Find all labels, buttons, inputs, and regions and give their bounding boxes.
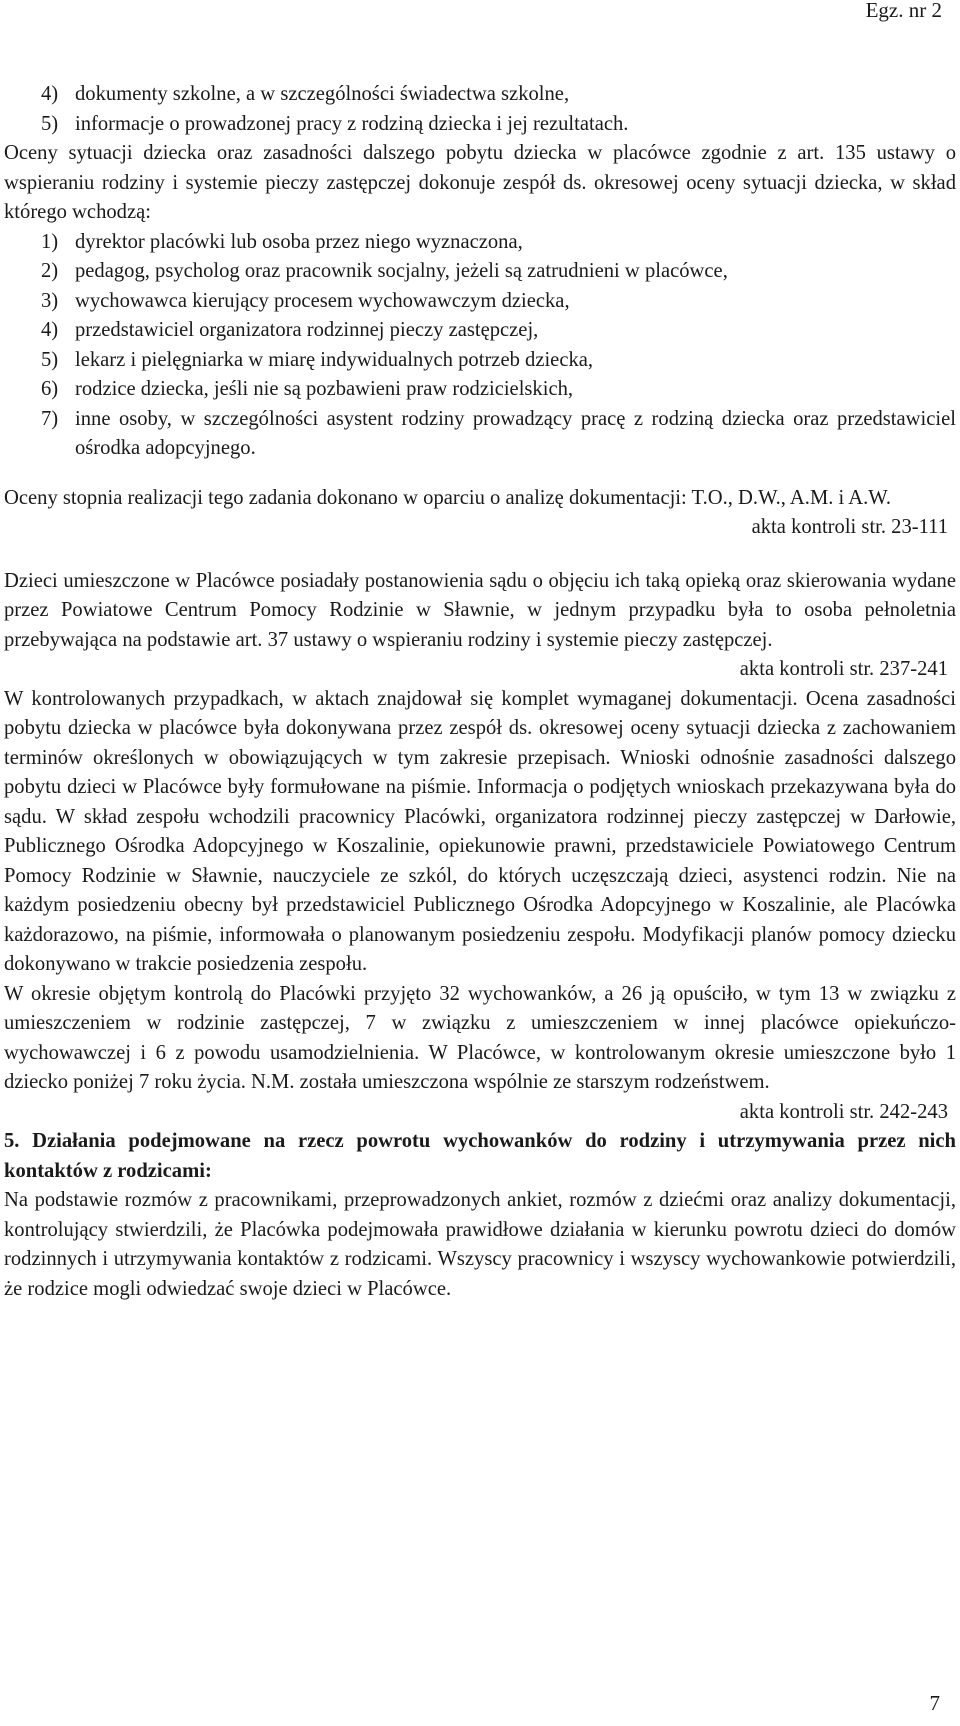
assessment-paragraph: Oceny stopnia realizacji tego zadania dokonano w oparciu o analizę dokumentacji: T.O., D.W., A.M. i A.W. xyxy=(4,486,891,509)
list-item xyxy=(4,80,956,110)
controlled-cases-paragraph: W kontrolowanych przypadkach, w aktach znajdował się komplet wymaganej dokumentacji. Ocena zasadności pobytu dziecka w placówce była dokonywana przez zespół ds. okresowej oceny sytuacji dziecka z zachowaniem terminów określonych w obowiązujących w tym zakresie przepisach. Wnioski odnośnie zasadności dalszego pobytu dzieci w Placówce były formułowane na piśmie. Informacja o podjętych wnioskach przekazywana była do sądu. W skład zespołu wchodzili pracownicy Placówki, organizatora rodzinnej pieczy zastępczej w Darłowie, Publicznego Ośrodka Adopcyjnego w Koszalinie, opiekunowie prawni, przedstawiciele Powiatowego Centrum Pomocy Rodzinie w Sławnie, nauczyciele ze szkól, do których uczęszczają dzieci, asystenci rodzin. Nie na każdym posiedzeniu obecny był przedstawiciel Publicznego Ośrodka Adopcyjnego w Koszalinie, ale Placówka każdorazowo, na piśmie, informowała o planowanym posiedzeniu zespołu. Modyfikacji planów pomocy dziecku dokonywano w trakcie posiedzenia zespołu. xyxy=(4,687,956,975)
children-placement-paragraph: Dzieci umieszczone w Placówce posiadały postanowienia sądu o objęciu ich taką opieką oraz skierowania wydane przez Powiatowe Centrum Pomocy Rodzinie w Sławnie, w jednym przypadku była to osoba pełnoletnia przebywająca na podstawie art. 37 ustawy o wspieraniu rodziny i systemie pieczy zastępczej. xyxy=(4,569,956,651)
page-content xyxy=(4,80,956,1304)
list-item xyxy=(4,228,956,258)
list-item-text: pedagog, psycholog oraz pracownik socjalny, jeżeli są zatrudnieni w placówce, xyxy=(75,260,728,282)
section-5-paragraph: Na podstawie rozmów z pracownikami, przeprowadzonych ankiet, rozmów z dziećmi oraz analizy dokumentacji, kontrolujący stwierdzili, że Placówka podejmowała prawidłowe działania w kierunku powrotu dzieci do domów rodzinnych i utrzymywania kontaktów z rodzicami. Wszyscy pracownicy i wszyscy wychowankowie potwierdzili, że rodzice mogli odwiedzać swoje dzieci w Placówce. xyxy=(4,1189,956,1300)
team-members-list xyxy=(4,228,956,464)
list-item-number: 2) xyxy=(41,260,59,282)
list-item xyxy=(4,316,956,346)
list-item-text: rodzice dziecka, jeśli nie są pozbawieni praw rodzicielskich, xyxy=(75,378,574,400)
copy-number-label: Egz. nr 2 xyxy=(865,0,942,22)
file-reference: akta kontroli str. 23-111 xyxy=(751,516,948,538)
file-reference: akta kontroli str. 242-243 xyxy=(739,1100,948,1123)
list-item xyxy=(4,405,956,464)
list-item-text: dyrektor placówki lub osoba przez niego wyznaczona, xyxy=(75,230,523,253)
list-item-number: 1) xyxy=(41,230,59,253)
list-item-number: 3) xyxy=(41,289,59,312)
list-item-number: 7) xyxy=(41,407,59,430)
list-item-text: dokumenty szkolne, a w szczególności świadectwa szkolne, xyxy=(75,83,570,105)
list-item-text: informacje o prowadzonej pracy z rodziną dziecka i jej rezultatach. xyxy=(75,112,629,135)
documents-list xyxy=(4,80,956,139)
list-item-text: wychowawca kierujący procesem wychowawczym dziecka, xyxy=(75,289,570,312)
list-item xyxy=(4,257,956,287)
list-item xyxy=(4,110,956,140)
list-item-number: 5) xyxy=(41,348,59,371)
list-item-text: lekarz i pielęgniarka w miarę indywidualnych potrzeb dziecka, xyxy=(75,348,594,371)
list-item xyxy=(4,346,956,376)
document-page xyxy=(4,0,956,1726)
admissions-paragraph: W okresie objętym kontrolą do Placówki przyjęto 32 wychowanków, a 26 ją opuściło, w tym 13 w związku z umieszczeniem w rodzinie zastępczej, 7 w związku z umieszczeniem w innej placówce opiekuńczo-wychowawczej i 6 z powodu usamodzielnienia. W Placówce, w kontrolowanym okresie umieszczone było 1 dziecko poniżej 7 roku życia. N.M. została umieszczona wspólnie ze starszym rodzeństwem. xyxy=(4,982,956,1093)
section-5-heading: 5. Działania podejmowane na rzecz powrotu wychowanków do rodziny i utrzymywania przez nich kontaktów z rodzicami: xyxy=(4,1130,956,1182)
list-item xyxy=(4,287,956,317)
list-item-text: inne osoby, w szczególności asystent rodziny prowadzący pracę z rodziną dziecka oraz przedstawiciel ośrodka adopcyjnego. xyxy=(75,407,956,459)
list-item-number: 6) xyxy=(41,378,59,400)
list-item-number: 5) xyxy=(41,112,59,135)
file-reference: akta kontroli str. 237-241 xyxy=(739,658,948,680)
list-item-number: 4) xyxy=(41,319,59,341)
list-item xyxy=(4,375,956,405)
intro-paragraph: Oceny sytuacji dziecka oraz zasadności dalszego pobytu dziecka w placówce zgodnie z art. 135 ustawy o wspieraniu rodziny i systemie pieczy zastępczej dokonuje zespół ds. okresowej oceny sytuacji dziecka, w skład którego wchodzą: xyxy=(4,142,956,223)
list-item-number: 4) xyxy=(41,83,59,105)
list-item-text: przedstawiciel organizatora rodzinnej pieczy zastępczej, xyxy=(75,319,539,341)
page-number: 7 xyxy=(929,1691,940,1715)
